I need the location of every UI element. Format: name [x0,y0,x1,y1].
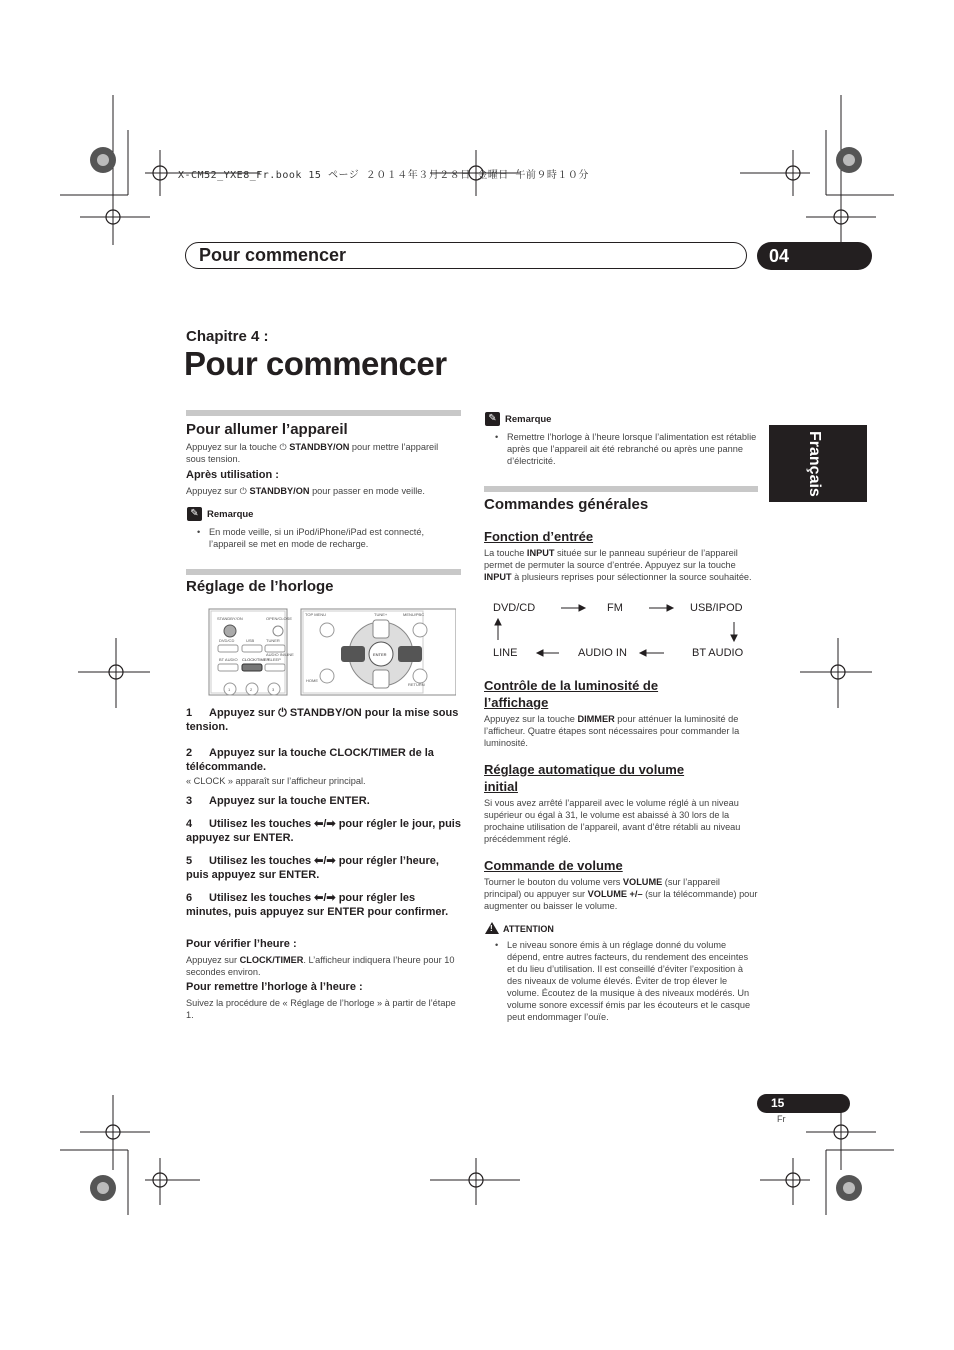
power-icon: ⏻ [279,442,290,452]
clock-step-3: 3 Appuyez sur la touche ENTER. [186,795,370,807]
after-use-heading: Après utilisation : [186,469,279,481]
flow-arrows [484,595,754,665]
arrow-keys-icon: ⬅/➡ [314,855,336,867]
remote-label-audio-in: AUDIO IN/LINE [266,652,294,657]
remote-label-tuner: TUNER [266,638,280,643]
language-tab [769,425,867,502]
remote-label-home: HOME [306,678,318,683]
clock-step-6: 6 Utilisez les touches ⬅/➡ pour régler les minutes, puis appuyez sur ENTER pour confirmer. [186,892,449,918]
volume-heading: Commande de volume [484,858,623,873]
flow-line: LINE [493,647,518,659]
remote-label-clock: CLOCK/TIMER [242,657,270,662]
power-icon: ⏻ [278,707,290,719]
power-icon: ⏻ [239,486,250,496]
clock-step-5: 5 Utilisez les touches ⬅/➡ pour régler l’heure, puis appuyez sur ENTER. [186,855,439,881]
clock-step-1: 1 Appuyez sur ⏻ STANDBY/ON pour la mise sous tension. [186,707,459,733]
remote-label-return: RETURN [408,682,425,687]
page-number: 15 [757,1094,850,1113]
section-heading-general: Commandes générales [484,496,649,513]
flow-fm: FM [607,602,623,614]
flow-usb-ipod: USB/IPOD [690,602,743,614]
section-rule [186,569,461,575]
flow-audio-in: AUDIO IN [578,647,627,659]
section-heading-power: Pour allumer l’appareil [186,421,348,438]
attention-bullet-dot: • [495,940,499,950]
note-bullet-dot: • [495,432,499,442]
dimmer-heading: Contrôle de la luminosité de l’affichage [484,678,659,710]
remote-key-1: 1 [228,687,231,692]
note-label: Remarque [207,509,254,520]
reset-time-text: Suivez la procédure de « Réglage de l’horloge » à partir de l’étape 1. [186,998,456,1020]
note-bullet-dot: • [197,527,201,537]
flow-bt-audio: BT AUDIO [692,647,744,659]
remote-label-standby: STANDBY/ON [217,616,243,621]
note-label: Remarque [505,414,552,425]
remote-label-dvd: DVD/CD [219,638,235,643]
after-use-text: Appuyez sur ⏻ STANDBY/ON pour passer en mode veille. [186,486,425,496]
check-time-text: Appuyez sur CLOCK/TIMER. L’afficheur indiquera l’heure pour 10 secondes environ. [186,955,455,977]
clock-step-4: 4 Utilisez les touches ⬅/➡ pour régler le jour, puis appuyez sur ENTER. [186,818,461,844]
remote-key-3: 3 [272,687,275,692]
input-text: La touche INPUT située sur le panneau supérieur de l’appareil permet de permuter la source d’entrée. Appuyez sur la touche INPUT à plusieurs reprises pour sélectionner la source souhaitée. [484,548,752,582]
reset-time-heading: Pour remettre l’horloge à l’heure : [186,981,363,993]
power-on-text: Appuyez sur la touche ⏻ STANDBY/ON pour mettre l’appareil sous tension. [186,442,439,464]
arrow-keys-icon: ⬅/➡ [314,818,336,830]
note-bullet: Remettre l’horloge à l’heure lorsque l’alimentation est rétablie après que l’appareil ait été rebranché ou après une panne d’électricité. [507,432,757,466]
section-rule [484,486,758,492]
clock-step-2-note: « CLOCK » apparaît sur l’afficheur principal. [186,776,366,786]
page-language: Fr [777,1114,786,1124]
arrow-keys-icon: ⬅/➡ [314,892,336,904]
language-tab-label: Français [806,431,823,497]
note-icon: ✎ [485,412,500,426]
header-title: Pour commencer [199,245,347,265]
remote-label-tune: TUNE+ [374,612,388,617]
warning-icon-mark: ! [490,924,493,933]
note-icon: ✎ [187,507,202,521]
book-header: X-CM52_YXE8_Fr.book 15 ページ ２０１４年３月２８日 金曜日 午前９時１０分 [178,170,589,181]
chapter-number-badge: 04 [757,242,872,270]
remote-label-usb: USB [246,638,255,643]
section-heading-clock: Réglage de l’horloge [186,578,334,595]
remote-key-2: 2 [250,687,253,692]
remote-label-sleep: SLEEP [268,657,281,662]
auto-volume-text: Si vous avez arrêté l’appareil avec le volume réglé à un niveau supérieur ou égal à 31, le volume est abaissé à 30 lors de la prochaine utilisation de l’appareil, avant d’être rétabli au niveau précédemment réglé. [484,798,741,844]
note-bullet: En mode veille, si un iPod/iPhone/iPad est connecté, l’appareil se met en mode de recharge. [209,527,425,549]
attention-bullet: Le niveau sonore émis à un réglage donné du volume dépend, entre autres facteurs, du rendement des enceintes et du lieu d’utilisation. Il est conseillé d’éviter l’exposition à des niveaux de volume élevés. Éviter de trop élever le volume. Écoutez de la musique à des niveaux modérés. Un volume sonore excessif émis par les écouteurs et le casque peut endommager l’ouïe. [507,940,751,1022]
auto-volume-heading: Réglage automatique du volume initial [484,762,685,794]
remote-label-bt: BT AUDIO [219,657,238,662]
attention-label: ATTENTION [503,924,554,934]
clock-step-2: 2 Appuyez sur la touche CLOCK/TIMER de la télécommande. [186,747,434,773]
remote-label-open: OPEN/CLOSE [266,616,293,621]
remote-label-enter: ENTER [373,652,387,657]
remote-label-top-menu: TOP MENU [305,612,326,617]
input-heading: Fonction d’entrée [484,529,594,544]
remote-label-menu: MENU/PBC [403,612,425,617]
chapter-label: Chapitre 4 : [186,328,269,345]
chapter-title: Pour commencer [184,345,447,382]
dimmer-text: Appuyez sur la touche DIMMER pour atténuer la luminosité de l’afficheur. Quatre étapes sont nécessaires pour commander la luminosité. [484,714,740,748]
remote-illustration [208,608,456,696]
flow-dvd-cd: DVD/CD [493,602,536,614]
volume-text: Tourner le bouton du volume vers VOLUME (sur l’appareil principal) ou appuyer sur VOLUME +/– (sur la télécommande) pour augmenter ou baisser le volume. [484,877,758,911]
section-rule [186,410,461,416]
check-time-heading: Pour vérifier l’heure : [186,938,297,950]
